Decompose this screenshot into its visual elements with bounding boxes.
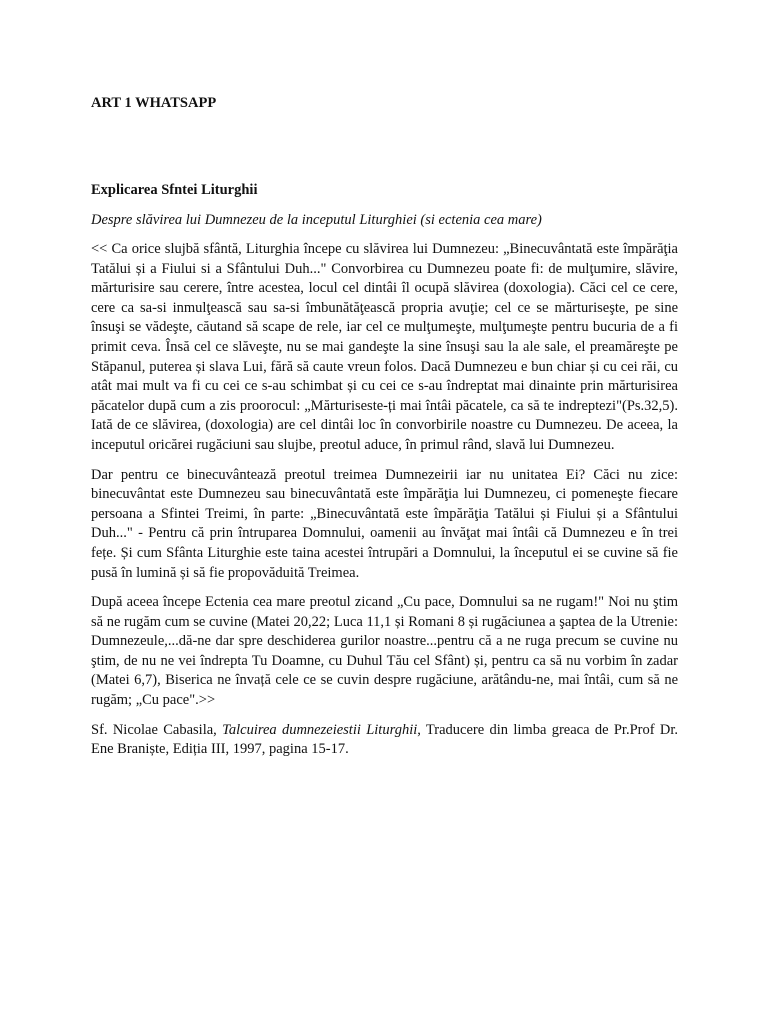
citation-author: Sf. Nicolae Cabasila,	[91, 721, 223, 738]
paragraph-2: Dar pentru ce binecuvântează preotul treimea Dumnezeirii iar nu unitatea Ei? Căci nu zice: binecuvântat este Dumnezeu sau binecuvântată este împărăţia lui Dumnezeu, ci pomeneşte fiecare persoana a Sfintei Treimi, în parte: „Binecuvântată este împărăţia Tatălui și Fiului și a Sfântului Duh..." - Pentru că prin întruparea Domnului, oamenii au învăţat mai întâi că Dumnezeu e în trei fețe. Și cum Sfânta Liturghie este taina acestei întrupări a Domnului, la începutul ei se cuvine să fie pusă în lumină și să fie propovăduită Treimea.	[91, 466, 678, 581]
citation-work-title: Talcuirea dumnezeiestii Liturghii	[222, 721, 418, 738]
citation-details: , Traducere din limba greaca de Pr.Prof Dr. Ene Braniște, Ediția III, 1997, pagina 15-17.	[91, 721, 678, 758]
document-title: ART 1 WHATSAPP	[91, 95, 217, 111]
paragraph-1: << Ca orice slujbă sfântă, Liturghia începe cu slăvirea lui Dumnezeu: „Binecuvântată este împărăţia Tatălui și a Fiului si a Sfântului Duh..." Convorbirea cu Dumnezeu poate fi: de mulţumire, slăvire, mărturisire sau cerere, între acestea, locul cel dintâi îl ocupă slăvirea (doxologia). Căci cel ce cere, cere ca sa-si inmulţească sau sa-si îmbunătăţească propria avuţie; cel ce se mărturiseşte, pe sine însuşi se vădeşte, căutand să scape de rele, iar cel ce mulţumeşte, mulţumeşte pentru bucuria de a fi primit ceva. Însă cel ce slăveşte, nu se mai gandeşte la sine însuşi sau la ale sale, el preamăreşte pe Stăpanul, puterea și slava Lui, fără să caute vreun folos. Dacă Dumnezeu e bun chiar și cu cei răi, cu atât mai mult va fi cu cei ce s-au schimbat și cu cei ce s-au îndreptat mai dinainte prin mărturisirea păcatelor după cum a zis proorocul: „Mărturiseste-ți mai întâi păcatele, ca să te indreptezi"(Ps.32,5). Iată de ce slăvirea, (doxologia) are cel dintâi loc în convorbirile noastre cu Dumnezeu. De aceea, la inceputul oricărei rugăciuni sau slujbe, preotul aduce, în primul rând, slavă lui Dumnezeu.	[91, 241, 678, 453]
article-heading: Explicarea Sfntei Liturghii	[91, 182, 258, 198]
paragraph-3: După aceea începe Ectenia cea mare preotul zicand „Cu pace, Domnului sa ne rugam!" Noi nu ştim să ne rugăm cum se cuvine (Matei 20,22; Luca 11,1 și Romani 8 și rugăciunea a şaptea de la Utrenie: Dumnezeule,...dă-ne dar spre deschiderea gurilor noastre...pentru că a ne ruga precum se cuvine nu ştim, de nu ne vei îndrepta Tu Doamne, cu Duhul Tău cel Sfânt) și, pentru ca să nu vorbim în zadar (Matei 6,7), Biserica ne învață cele ce se cuvin despre rugăciune, arătându-ne, mai întâi, cum să ne rugăm; „Cu pace".>>	[91, 594, 678, 709]
article-body	[91, 180, 678, 760]
citation	[91, 721, 678, 760]
article-subtitle: Despre slăvirea lui Dumnezeu de la inceputul Liturghiei (si ectenia cea mare)	[91, 212, 542, 228]
